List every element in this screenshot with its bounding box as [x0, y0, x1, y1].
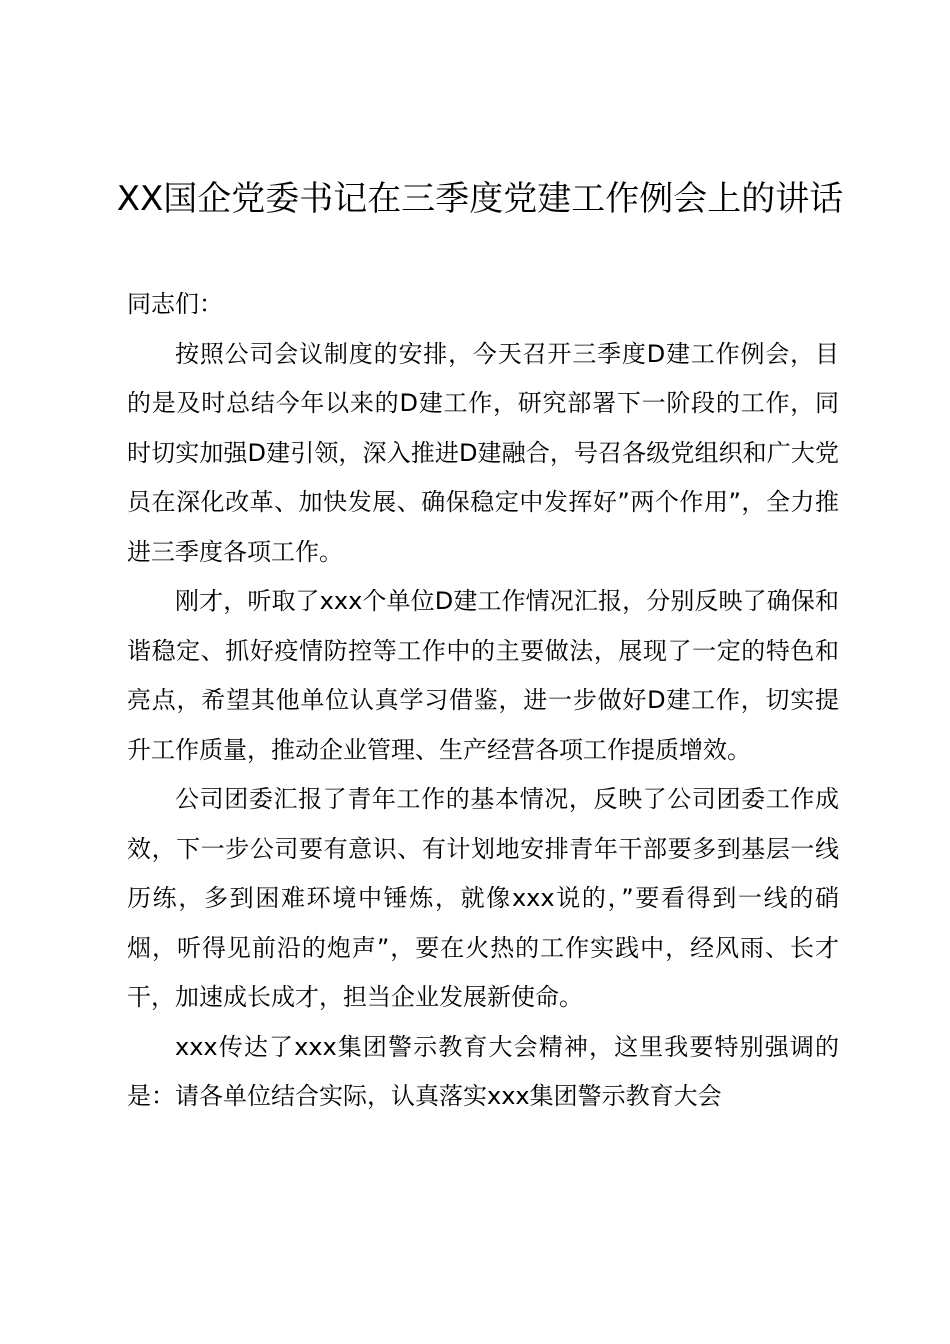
document-title: XX国企党委书记在三季度党建工作例会上的讲话	[116, 179, 844, 219]
paragraph: 按照公司会议制度的安排，今天召开三季度D建工作例会，目的是及时总结今年以来的D建工作，研究部署下一阶段的工作，同时切实加强D建引领，深入推进D建融合，号召各级党组织和广大党员在深化改革、加快发展、确保稳定中发挥好”两个作用”，全力推进三季度各项工作。	[127, 339, 839, 566]
paragraph: xxx传达了xxx集团警示教育大会精神，这里我要特别强调的是：请各单位结合实际，认真落实xxx集团警示教育大会	[127, 1032, 839, 1110]
paragraph: 刚才，听取了xxx个单位D建工作情况汇报，分别反映了确保和谐稳定、抓好疫情防控等工作中的主要做法，展现了一定的特色和亮点，希望其他单位认真学习借鉴，进一步做好D建工作，切实提升工作质量，推动企业管理、生产经营各项工作提质增效。	[127, 587, 839, 764]
document-body	[127, 280, 839, 1122]
paragraph: 公司团委汇报了青年工作的基本情况，反映了公司团委工作成效，下一步公司要有意识、有计划地安排青年干部要多到基层一线历练，多到困难环境中锤炼，就像xxx说的，”要看得到一线的硝烟，听得见前沿的炮声”，要在火热的工作实践中，经风雨、长才干，加速成长成才，担当企业发展新使命。	[127, 785, 839, 1011]
salutation: 同志们：	[127, 290, 223, 318]
